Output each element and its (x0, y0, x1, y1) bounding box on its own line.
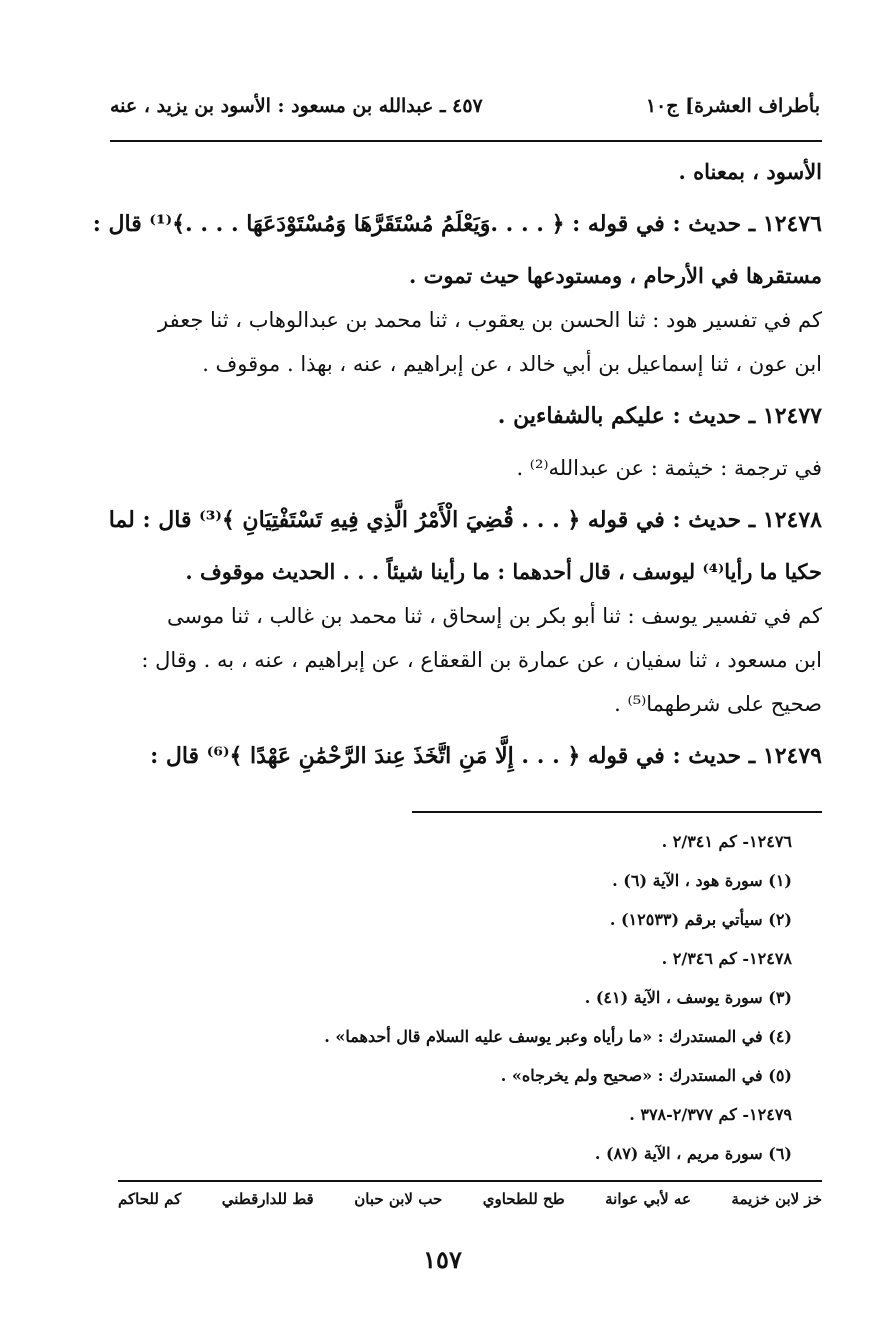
page-number: ١٥٧ (423, 1245, 462, 1274)
header-chapter-title: ٤٥٧ ـ عبدالله بن مسعود : الأسود بن يزيد ، عنه (110, 95, 483, 117)
isnad-line: ابن مسعود ، ثنا سفيان ، عن عمارة بن القعقاع ، عن إبراهيم ، عنه ، به . وقال : (141, 648, 822, 672)
footnotes (272, 822, 792, 1173)
footnote: (٤) في المستدرك : «ما رأياه وعبر يوسف عليه السلام قال أحدهما» . (324, 1027, 792, 1046)
footnote: ١٢٤٧٦- كم ٢/٣٤١ . (661, 832, 792, 851)
abbreviation-item: قط للدارقطني (221, 1190, 314, 1208)
isnad-line: صحيح على شرطهما⁽⁵⁾ . (614, 692, 822, 716)
footnote: ١٢٤٧٨- كم ٢/٣٤٦ . (661, 949, 792, 968)
footnote: (٣) سورة يوسف ، الآية (٤١) . (584, 988, 792, 1007)
footnote: (٢) سيأتي برقم (١٢٥٣٣) . (609, 910, 792, 929)
isnad-line: ابن عون ، ثنا إسماعيل بن أبي خالد ، عن إبراهيم ، عنه ، بهذا . موقوف . (202, 352, 822, 376)
text-line: في ترجمة : خيثمة : عن عبدالله⁽²⁾ . (516, 456, 822, 480)
header-volume-title: بأطراف العشرة] ج١٠ (645, 95, 820, 117)
running-header (110, 86, 820, 126)
abbreviation-item: عه لأبي عوانة (605, 1190, 691, 1208)
header-divider (110, 140, 822, 142)
abbreviation-item: حب لابن حبان (354, 1190, 443, 1208)
main-text (92, 150, 822, 786)
hadith-entry-12476: ١٢٤٧٦ ـ حديث : في قوله : ﴿ . . . .وَيَعْلَمُ مُسْتَقَرَّهَا وَمُسْتَوْدَعَهَا . . . .﴾⁽¹⁾ قال : (92, 211, 822, 237)
footnote: (٥) في المستدرك : «صحيح ولم يخرجاه» . (500, 1066, 792, 1085)
footnote: (١) سورة هود ، الآية (٦) . (612, 871, 792, 890)
abbreviation-item: كم للحاكم (118, 1190, 182, 1208)
text-line: مستقرها في الأرحام ، ومستودعها حيث تموت . (409, 263, 822, 288)
isnad-line: كم في تفسير هود : ثنا الحسن بن يعقوب ، ثنا محمد بن عبدالوهاب ، ثنا جعفر (158, 308, 822, 332)
abbreviation-item: طح للطحاوي (482, 1190, 565, 1208)
hadith-entry-12478: ١٢٤٧٨ ـ حديث : في قوله ﴿ . . . قُضِيَ الْأَمْرُ الَّذِي فِيهِ تَسْتَفْتِيَانِ ﴾⁽³⁾ قال : لما (108, 507, 822, 533)
text-line: الأسود ، بمعناه . (678, 159, 822, 184)
abbreviations-legend (118, 1190, 822, 1208)
footnote: ١٢٤٧٩- كم ٢/٣٧٧-٣٧٨ . (629, 1105, 792, 1124)
footnote-divider (412, 811, 822, 813)
hadith-entry-12479: ١٢٤٧٩ ـ حديث : في قوله ﴿ . . . إِلَّا مَنِ اتَّخَذَ عِندَ الرَّحْمَٰنِ عَهْدًا ﴾⁽⁶⁾ قال : (150, 743, 822, 769)
abbreviation-item: خز لابن خزيمة (731, 1190, 822, 1208)
isnad-line: كم في تفسير يوسف : ثنا أبو بكر بن إسحاق ، ثنا محمد بن غالب ، ثنا موسى (167, 604, 822, 628)
abbreviations-divider (118, 1180, 822, 1182)
hadith-entry-12477: ١٢٤٧٧ ـ حديث : عليكم بالشفاءين . (497, 403, 822, 429)
footnote: (٦) سورة مريم ، الآية (٨٧) . (594, 1144, 792, 1163)
text-line: حكيا ما رأيا⁽⁴⁾ ليوسف ، قال أحدهما : ما رأينا شيئاً . . . الحديث موقوف . (185, 559, 822, 584)
